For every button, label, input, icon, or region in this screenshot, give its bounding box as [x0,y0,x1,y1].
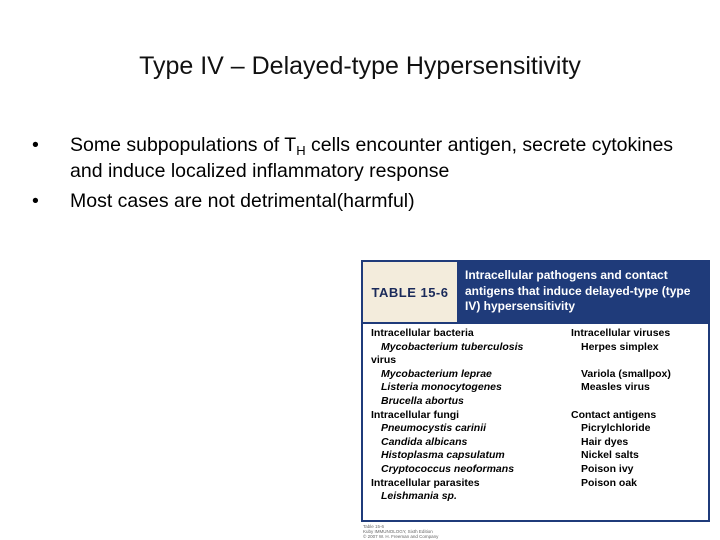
bullet-item [32,132,692,184]
list-item: Picrylchloride [581,422,651,435]
bullet-list [32,132,692,218]
table-box [361,260,710,522]
spacer [571,395,702,409]
list-item: Variola (smallpox) [581,367,671,380]
spacer [571,354,702,368]
table-caption: Intracellular pathogens and contact antigens that induce delayed-type (type IV) hypersensitivity [457,262,708,322]
subscript: H [296,143,306,158]
list-item-wrap: virus [371,354,397,367]
category-fungi: Intracellular fungi [371,408,460,421]
category-contact: Contact antigens [571,408,657,421]
list-item: Cryptococcus neoformans [381,462,515,475]
figure-credit [363,524,438,539]
bullet-text: Most cases are not detrimental(harmful) [70,190,415,212]
list-item: Measles virus [581,381,650,394]
table-label: TABLE 15-6 [363,262,457,322]
list-item: Herpes simplex [581,340,659,353]
table-header [363,262,708,324]
list-item: Histoplasma capsulatum [381,449,505,462]
table-right-column [571,327,702,504]
bullet-marker: • [32,190,39,212]
list-item: Poison oak [581,476,638,489]
category-bacteria: Intracellular bacteria [371,327,474,339]
list-item: Brucella abortus [381,394,464,407]
list-item: Listeria monocytogenes [381,381,502,394]
credit-line: © 2007 W. H. Freeman and Company [363,534,439,539]
bullet-text: Some subpopulations of T [70,134,297,156]
bullet-item [32,188,692,214]
credit-line: Kuby IMMUNOLOGY, Sixth Edition [363,529,433,534]
table-figure [361,260,710,540]
bullet-marker: • [32,134,39,156]
slide-title: Type IV – Delayed-type Hypersensitivity [139,52,581,80]
category-parasites: Intracellular parasites [371,476,480,489]
list-item: Poison ivy [581,462,634,475]
credit-line: Table 15-6 [363,524,385,529]
list-item: Leishmania sp. [381,490,457,503]
list-item: Mycobacterium leprae [381,367,492,380]
list-item: Mycobacterium tuberculosis [381,340,524,353]
list-item: Nickel salts [581,449,639,462]
list-item: Hair dyes [581,435,629,448]
list-item: Candida albicans [381,435,468,448]
category-viruses: Intracellular viruses [571,327,671,339]
table-body [363,324,708,504]
table-left-column [371,327,571,504]
list-item: Pneumocystis carinii [381,422,487,435]
bullet-text-cont: cells encounter antigen, secrete cytokines and induce localized inflammatory response [70,134,674,182]
